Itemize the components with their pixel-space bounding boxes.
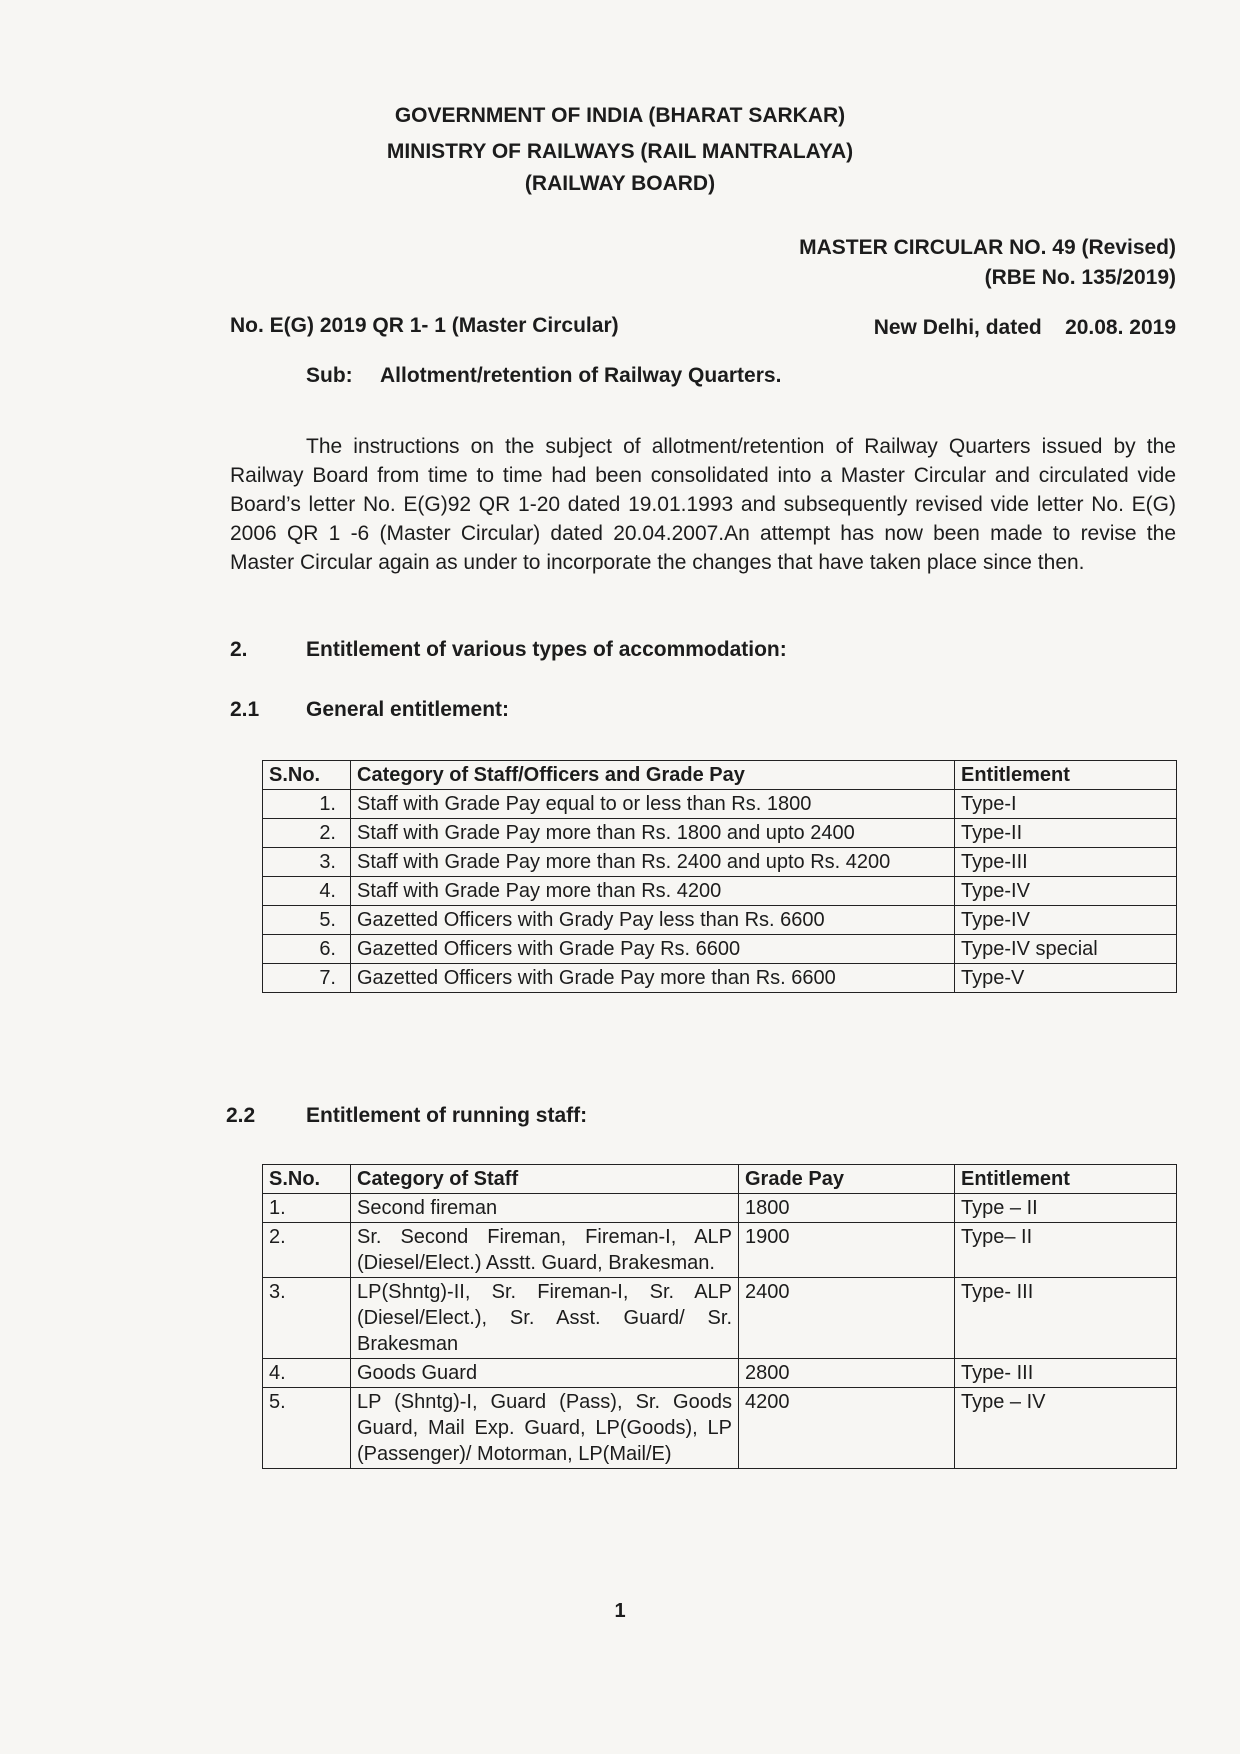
header-line-government: GOVERNMENT OF INDIA (BHARAT SARKAR): [394, 104, 846, 127]
entitlement-cell: Type – IV: [955, 1388, 1177, 1469]
entitlement-cell: Type-II: [955, 819, 1177, 848]
entitlement-cell: Type-I: [955, 790, 1177, 819]
sno-cell: 6.: [263, 935, 351, 964]
sno-cell: 2.: [263, 1223, 351, 1278]
circular-date: 20.08. 2019: [1065, 316, 1176, 339]
entitlement-cell: Type– II: [955, 1223, 1177, 1278]
entitlement-cell: Type- III: [955, 1278, 1177, 1359]
category-cell: LP(Shntg)-II, Sr. Fireman-I, Sr. ALP (Diesel/Elect.), Sr. Asst. Guard/ Sr. Brakesman: [351, 1278, 739, 1359]
entitlement-cell: Type-IV: [955, 906, 1177, 935]
category-cell: Second fireman: [351, 1194, 739, 1223]
table-row: [263, 1359, 1177, 1388]
general-table-header-row: [263, 761, 1177, 790]
category-cell: Gazetted Officers with Grade Pay more than Rs. 6600: [351, 964, 955, 993]
table-row: [263, 790, 1177, 819]
category-cell: Sr. Second Fireman, Fireman-I, ALP (Diesel/Elect.) Asstt. Guard, Brakesman.: [351, 1223, 739, 1278]
table-row: [263, 906, 1177, 935]
running-table-header-row: [263, 1165, 1177, 1194]
master-circular-title: MASTER CIRCULAR NO. 49 (Revised): [799, 236, 1176, 259]
place-date-label: New Delhi, dated: [873, 316, 1042, 339]
category-cell: Staff with Grade Pay more than Rs. 2400 and upto Rs. 4200: [351, 848, 955, 877]
running-header-entitlement: Entitlement: [955, 1165, 1177, 1194]
running-staff-table: [262, 1164, 1177, 1469]
sno-cell: 2.: [263, 819, 351, 848]
subject-label: Sub:: [306, 364, 353, 387]
grade-pay-cell: 1800: [739, 1194, 955, 1223]
intro-paragraph-text: The instructions on the subject of allotment/retention of Railway Quarters issued by the Railway Board from time to time had been consolidated into a Master Circular and circulated vide Board’s letter No. E(G)92 QR 1-20 dated 19.01.1993 and subsequently revised vide letter No. E(G) 2006 QR 1 -6 (Master Circular) dated 20.04.2007.An attempt has now been made to revise the Master Circular again as under to incorporate the changes that have taken place since then.: [230, 435, 1176, 574]
sno-cell: 1.: [263, 790, 351, 819]
entitlement-cell: Type – II: [955, 1194, 1177, 1223]
entitlement-cell: Type- III: [955, 1359, 1177, 1388]
category-cell: LP (Shntg)-I, Guard (Pass), Sr. Goods Guard, Mail Exp. Guard, LP(Goods), LP (Passenger)/ Motorman, LP(Mail/E): [351, 1388, 739, 1469]
running-header-sno: S.No.: [263, 1165, 351, 1194]
intro-paragraph: [230, 432, 1176, 577]
table-row: [263, 877, 1177, 906]
running-header-category: Category of Staff: [351, 1165, 739, 1194]
header-line-board: (RAILWAY BOARD): [524, 172, 716, 195]
category-cell: Gazetted Officers with Grade Pay Rs. 6600: [351, 935, 955, 964]
entitlement-cell: Type-III: [955, 848, 1177, 877]
category-cell: Goods Guard: [351, 1359, 739, 1388]
category-cell: Staff with Grade Pay equal to or less than Rs. 1800: [351, 790, 955, 819]
sno-cell: 4.: [263, 877, 351, 906]
table-row: [263, 1223, 1177, 1278]
grade-pay-cell: 1900: [739, 1223, 955, 1278]
general-header-sno: S.No.: [263, 761, 351, 790]
sno-cell: 4.: [263, 1359, 351, 1388]
general-entitlement-table: [262, 760, 1177, 993]
header-line-ministry: MINISTRY OF RAILWAYS (RAIL MANTRALAYA): [386, 140, 854, 163]
table-row: [263, 1278, 1177, 1359]
section-2-1-title: General entitlement:: [306, 698, 510, 721]
sno-cell: 3.: [263, 1278, 351, 1359]
sno-cell: 1.: [263, 1194, 351, 1223]
table-row: [263, 1194, 1177, 1223]
category-cell: Staff with Grade Pay more than Rs. 1800 and upto 2400: [351, 819, 955, 848]
sno-cell: 7.: [263, 964, 351, 993]
section-2-2-number: 2.2: [226, 1104, 256, 1127]
section-2-1-number: 2.1: [230, 698, 260, 721]
entitlement-cell: Type-V: [955, 964, 1177, 993]
general-header-entitlement: Entitlement: [955, 761, 1177, 790]
sno-cell: 5.: [263, 1388, 351, 1469]
running-header-grade-pay: Grade Pay: [739, 1165, 955, 1194]
entitlement-cell: Type-IV: [955, 877, 1177, 906]
table-row: [263, 935, 1177, 964]
section-2-number: 2.: [230, 638, 248, 661]
table-row: [263, 848, 1177, 877]
rbe-number: (RBE No. 135/2019): [984, 266, 1176, 289]
sno-cell: 3.: [263, 848, 351, 877]
sno-cell: 5.: [263, 906, 351, 935]
general-header-category: Category of Staff/Officers and Grade Pay: [351, 761, 955, 790]
category-cell: Staff with Grade Pay more than Rs. 4200: [351, 877, 955, 906]
subject-text: Allotment/retention of Railway Quarters.: [380, 364, 782, 387]
table-row: [263, 819, 1177, 848]
table-row: [263, 1388, 1177, 1469]
section-2-2-title: Entitlement of running staff:: [306, 1104, 588, 1127]
grade-pay-cell: 2800: [739, 1359, 955, 1388]
grade-pay-cell: 4200: [739, 1388, 955, 1469]
category-cell: Gazetted Officers with Grady Pay less than Rs. 6600: [351, 906, 955, 935]
place-date: [700, 316, 1176, 340]
entitlement-cell: Type-IV special: [955, 935, 1177, 964]
table-row: [263, 964, 1177, 993]
file-number: No. E(G) 2019 QR 1- 1 (Master Circular): [230, 314, 619, 337]
section-2-title: Entitlement of various types of accommodation:: [306, 638, 787, 661]
grade-pay-cell: 2400: [739, 1278, 955, 1359]
page-number: 1: [614, 1600, 626, 1622]
